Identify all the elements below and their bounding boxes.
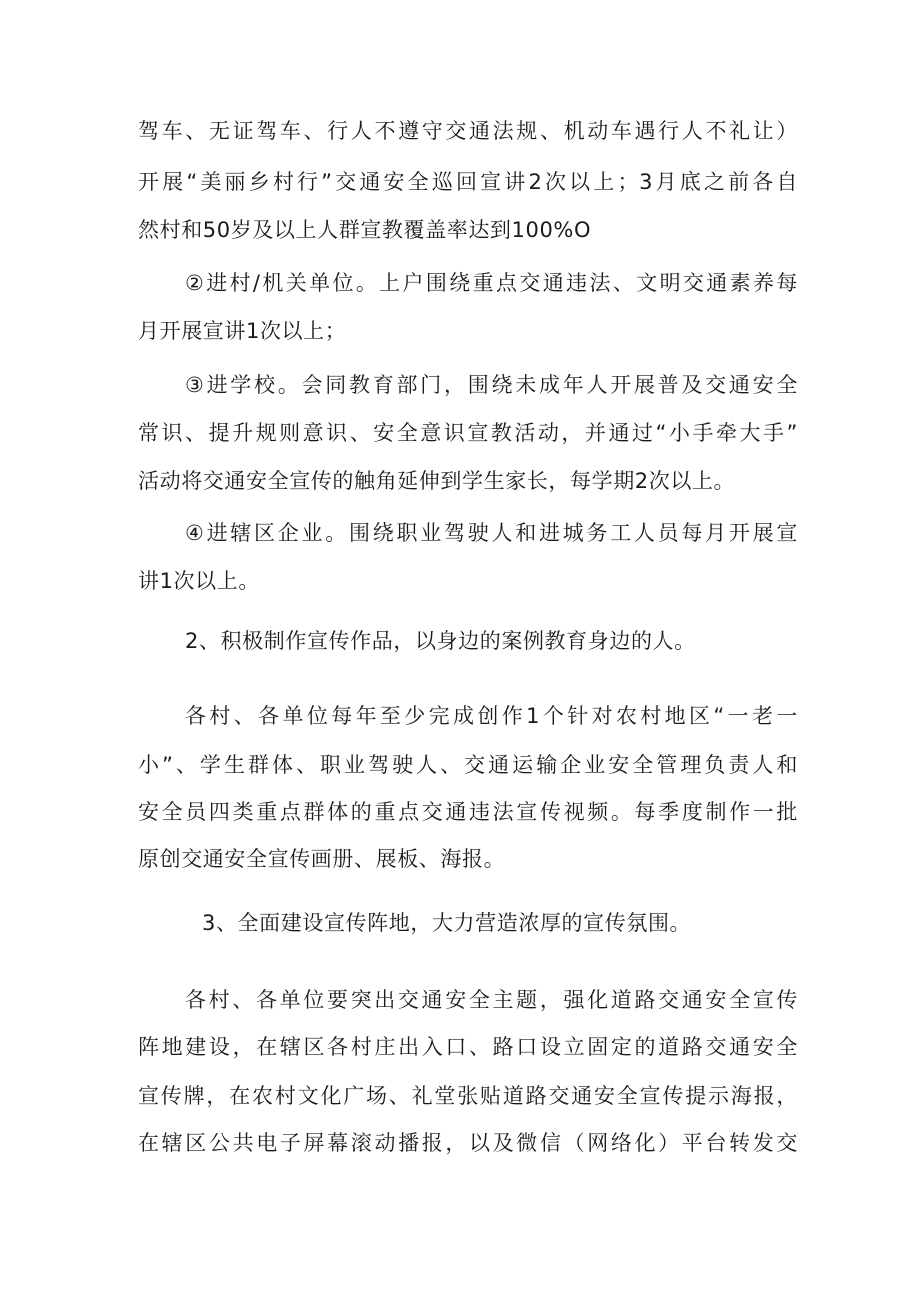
section-heading-2: 2、积极制作宣传作品，以身边的案例教育身边的人。 (185, 629, 696, 653)
text-line-15: 原创交通安全宣传画册、展板、海报。 (138, 847, 506, 871)
text-line-14: 安全员四类重点群体的重点交通违法宣传视频。每季度制作一批 (138, 800, 798, 824)
text-line-3: 然村和50岁及以上人群宣教覆盖率达到100%O (138, 218, 592, 242)
text-line-13: 小”、学生群体、职业驾驶人、交通运输企业安全管理负责人和 (138, 753, 798, 777)
text-line-2: 开展“美丽乡村行”交通安全巡回宣讲2次以上；3月底之前各自 (138, 170, 798, 194)
text-line-7: 常识、提升规则意识、安全意识宣教活动，并通过“小手牵大手” (138, 421, 798, 445)
text-line-17: 各村、各单位要突出交通安全主题，强化道路交通安全宣传 (185, 988, 798, 1012)
text-line-18: 阵地建设，在辖区各村庄出入口、路口设立固定的道路交通安全 (138, 1035, 798, 1059)
text-line-6: ③进学校。会同教育部门，围绕未成年人开展普及交通安全 (185, 373, 798, 397)
text-line-9: ④进辖区企业。围绕职业驾驶人和进城务工人员每月开展宣 (185, 521, 798, 545)
text-line-19: 宣传牌，在农村文化广场、礼堂张贴道路交通安全宣传提示海报， (138, 1084, 798, 1108)
text-line-5: 月开展宣讲1次以上； (138, 319, 347, 343)
section-heading-3: 3、全面建设宣传阵地，大力营造浓厚的宣传氛围。 (202, 911, 692, 935)
text-line-8: 活动将交通安全宣传的触角延伸到学生家长，每学期2次以上。 (138, 469, 736, 493)
text-line-12: 各村、各单位每年至少完成创作1个针对农村地区“一老一 (185, 704, 798, 728)
text-line-4: ②进村/机关单位。上户围绕重点交通违法、文明交通素养每 (185, 271, 798, 295)
text-line-1: 驾车、无证驾车、行人不遵守交通法规、机动车遇行人不礼让） (138, 119, 798, 143)
text-line-10: 讲1次以上。 (138, 569, 260, 593)
text-line-20: 在辖区公共电子屏幕滚动播报，以及微信（网络化）平台转发交 (138, 1131, 798, 1155)
